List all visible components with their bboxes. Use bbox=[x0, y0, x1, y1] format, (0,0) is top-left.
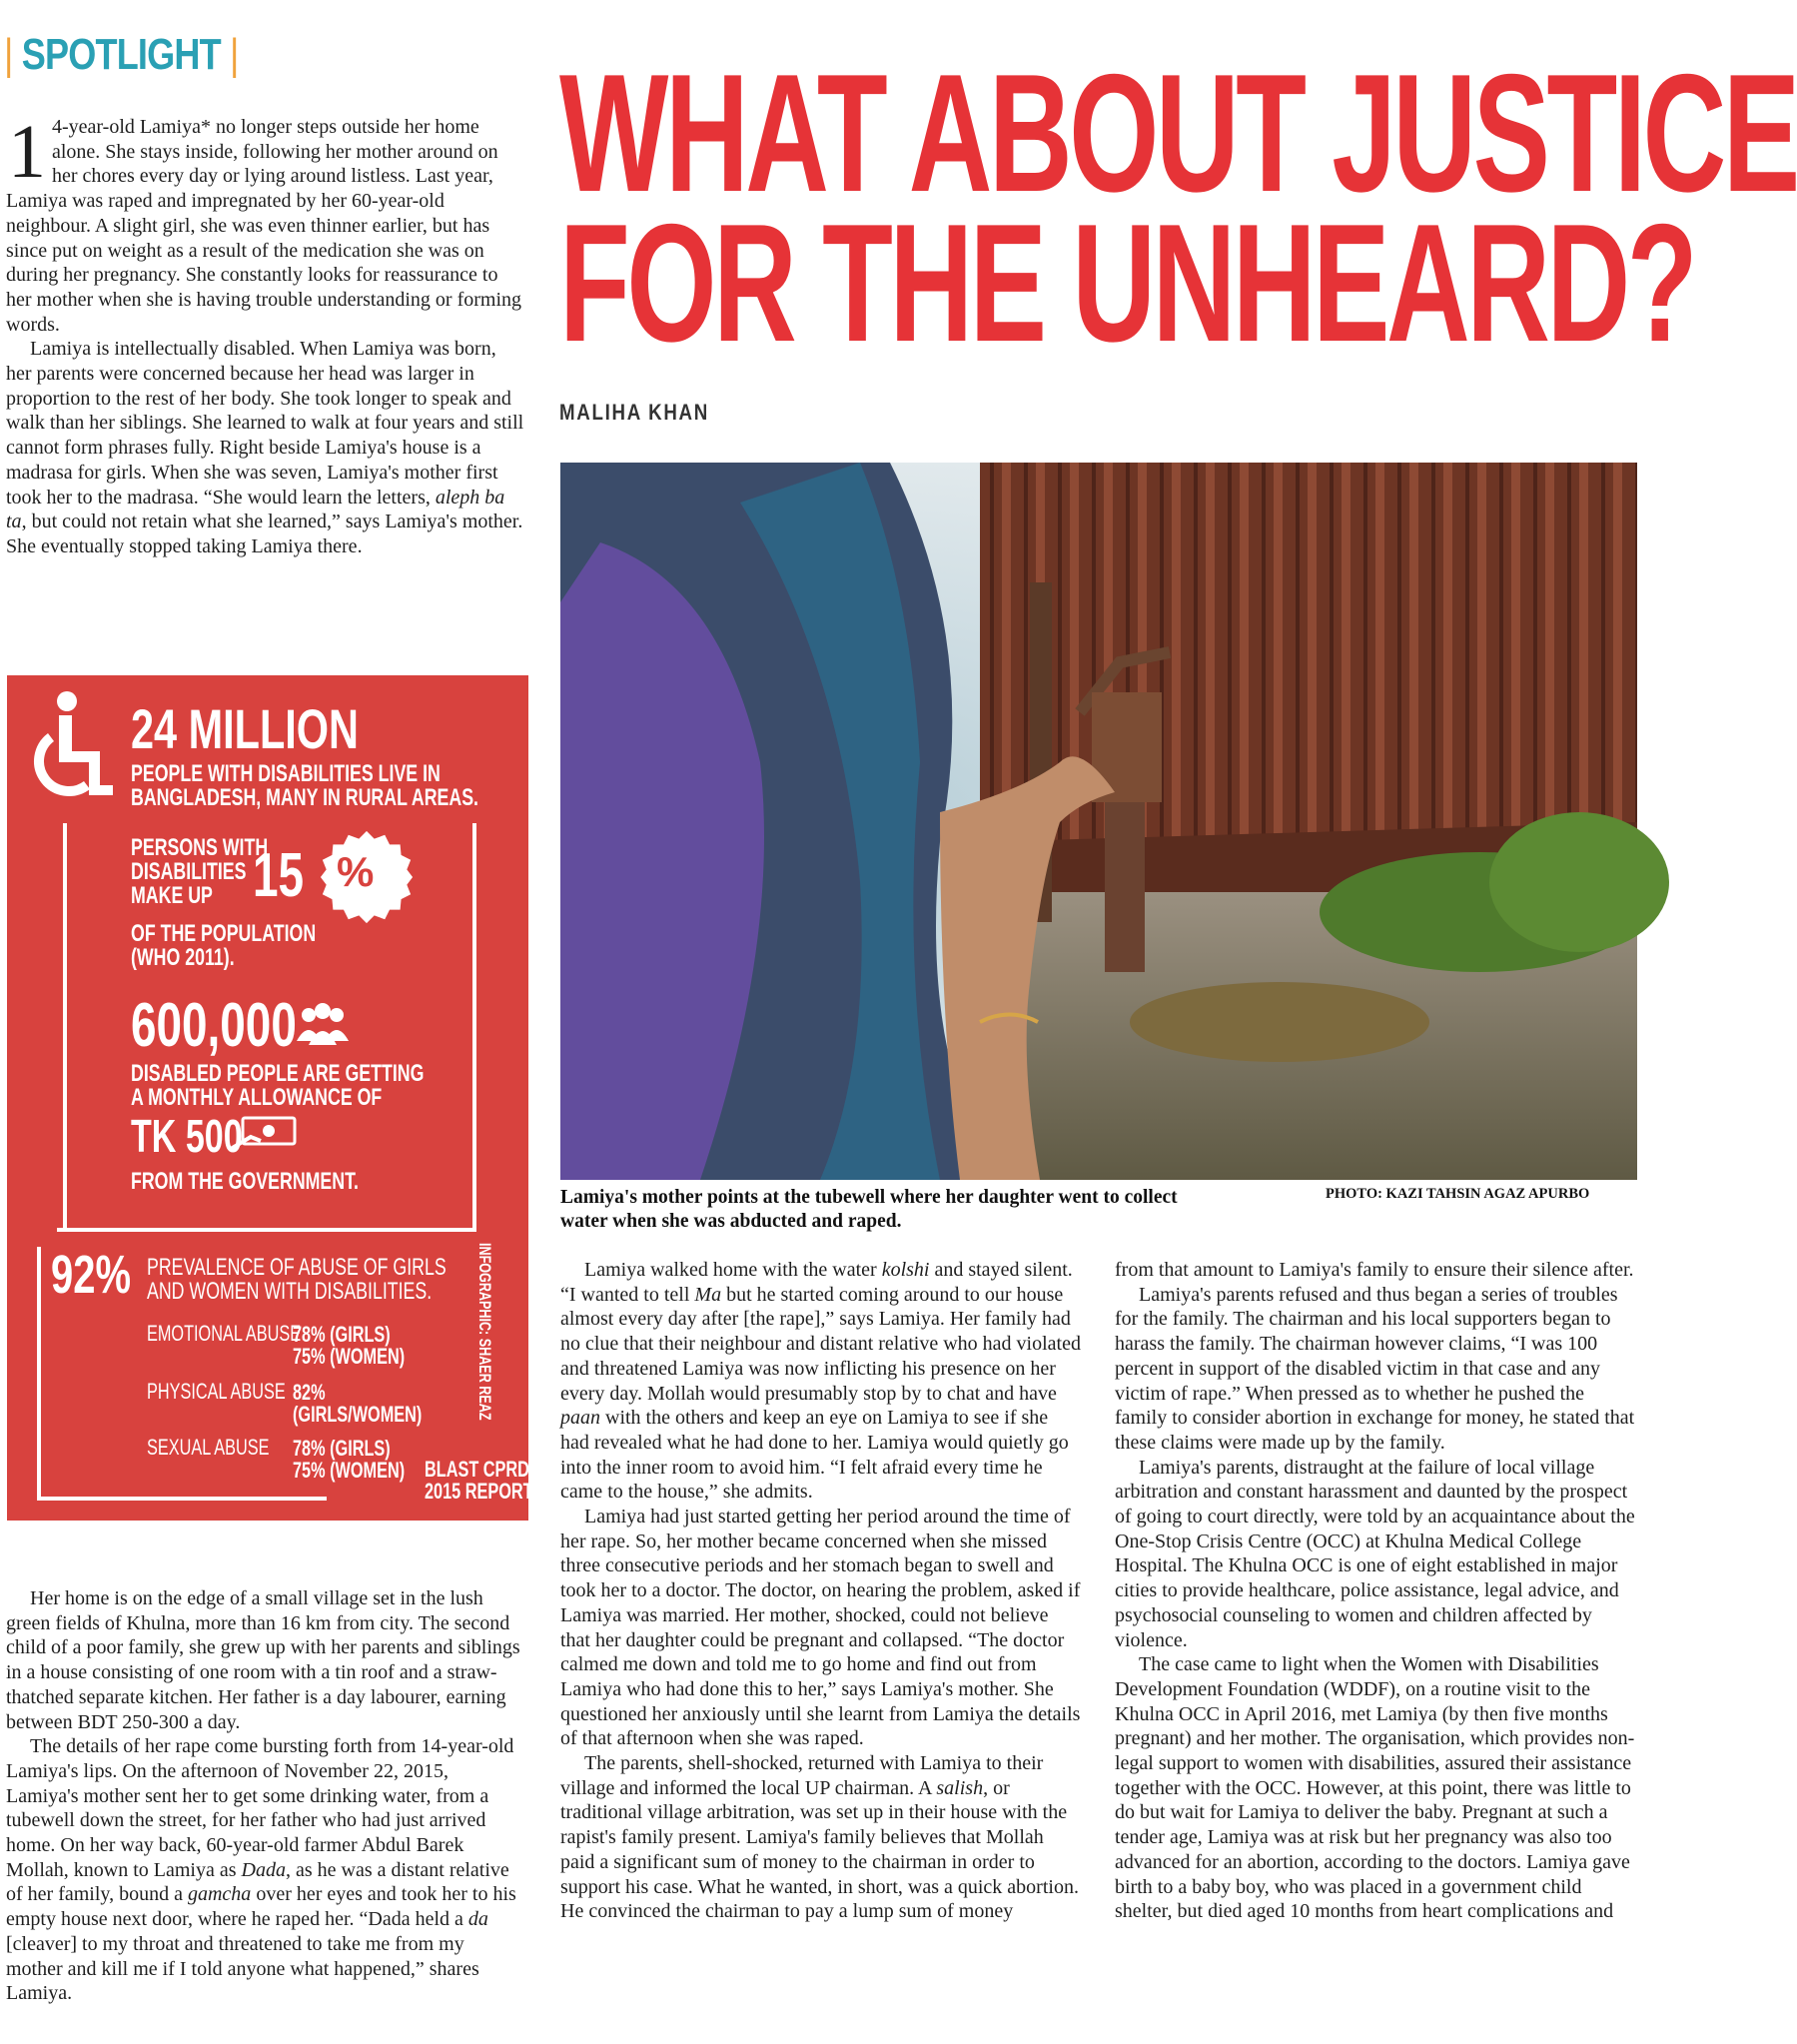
paragraph: 1 4-year-old Lamiya* no longer steps outside her home alone. She stays inside, following her mother around on her chores every day or lying around listless. Last year, Lamiya was raped and impregnated by her 60-year-old neighbour. A slight girl, she was even thinner earlier, but has since put on weight as a result of the medication she was on during her pregnancy. She constantly looks for reassurance to her mother when she is having trouble understanding or forming words. bbox=[6, 110, 521, 336]
paragraph: from that amount to Lamiya's family to ensure their silence after. bbox=[1115, 1259, 1634, 1281]
photo-caption: Lamiya's mother points at the tubewell where her daughter went to collect water when she was abducted and raped. bbox=[560, 1187, 1178, 1232]
article-column-middle bbox=[560, 1258, 1082, 1924]
stat-92-percent: 92% bbox=[51, 1245, 131, 1305]
photo-tubewell-scene bbox=[560, 463, 1637, 1180]
photo-credit: PHOTO: KAZI TAHSIN AGAZ APURBO bbox=[1326, 1186, 1590, 1202]
byline: MALIHA KHAN bbox=[559, 400, 709, 425]
stat-24-million: 24 MILLION bbox=[131, 697, 359, 760]
paragraph: Lamiya is intellectually disabled. When Lamiya was born, her parents were concerned because her head was larger in proportion to the rest of her body. She took longer to speak and walk than her siblings. She learned to walk at four years and still cannot form phrases fully. Right beside Lamiya's house is a madrasa for girls. When she was seven, Lamiya's mother first took her to the madrasa. “She would learn the letters, aleph ba ta, but could not retain what she learned,” says Lamiya's mother. She eventually stopped taking Lamiya there. bbox=[6, 338, 524, 557]
stat-600000: 600,000 bbox=[131, 991, 297, 1060]
paragraph: The parents, shell-shocked, returned with Lamiya to their village and informed the local UP chairman. A salish, or traditional village arbitration, was set up in their house with the rapist's family present. Lamiya's family believes that Mollah paid a significant sum of money to the chairman in order to support his case. What he wanted, in short, was a quick abortion. He convinced the chairman to pay a lump sum of money bbox=[560, 1752, 1079, 1923]
paragraph: Lamiya walked home with the water kolshi and stayed silent. “I wanted to tell Ma but he started coming around to our house almost every day after [the rape],” says Lamiya. Her family had no clue that their neighbour and distant relative who had violated and threatened Lamiya was now inflicting his presence on her every day. Mollah would presumably stop by to chat and have paan with the others and keep an eye on Lamiya to see if she had revealed what he had done to her. Lamiya would quietly go into the inner room to avoid him. “I felt afraid every time he came to the house,” she admits. bbox=[560, 1259, 1081, 1504]
headline bbox=[559, 39, 1797, 377]
article-column-right bbox=[1115, 1258, 1638, 1924]
paragraph: The details of her rape come bursting forth from 14-year-old Lamiya's lips. On the afternoon of November 22, 2015, Lamiya's mother sent her to get some drinking water, from a tubewell down the street, for her father who had just arrived home. On her way back, 60-year-old farmer Abdul Barek Mollah, known to Lamiya as Dada, as he was a distant relative of her family, bound a gamcha over her eyes and took her to his empty house next door, where he raped her. “Dada held a da [cleaver] to my throat and threatened to take me from my mother and kill me if I told anyone what happened,” shares Lamiya. bbox=[6, 1735, 516, 2005]
paragraph: Lamiya's parents refused and thus began a series of troubles for the family. The chairman and his local supporters began to harass the family. The chairman however claims, “I was 100 percent in support of the disabled victim in that case and any victim of rape.” When pressed as to whether he pushed the family to consider abortion in exchange for money, he stated that these claims were made up by the family. bbox=[1115, 1283, 1635, 1454]
abuse-label: SEXUAL ABUSE bbox=[147, 1435, 270, 1460]
headline-line-1: WHAT ABOUT JUSTICE bbox=[559, 39, 1797, 227]
infographic-source: BLAST CPRD bbox=[425, 1457, 529, 1482]
infographic: 24 MILLION PEOPLE WITH DISABILITIES LIVE IN BANGLADESH, MANY IN RURAL AREAS. PERSONS WITH DISABILITIES MAKE UP 15 % OF THE POPULATION (WHO 2011). 600,000 DISABLED PEOPLE ARE GETTING A MONTHLY ALLOWANCE OF TK 500 FROM THE GOVERNMENT. 92% PREVALENCE OF ABUSE OF GIRLS AND WOMEN WITH DISABILITIES. EMOTIONAL ABUSE 78% (GIRLS) 75% (WOMEN) PHYSICAL ABUSE 82% (GIRLS/WOMEN) SEXUAL ABUSE 78% (GIRLS) 75% (WOMEN) BLAST CPRD 2015 REPORT INFOGRAPHIC: SHAER REAZ bbox=[7, 675, 528, 1521]
paragraph: Her home is on the edge of a small village set in the lush green fields of Khulna, more than 16 km from city. The second child of a poor family, she grew up with her parents and siblings in a house consisting of one room with a tin roof and a straw-thatched separate kitchen. Her father is a day labourer, earning between BDT 250-300 a day. bbox=[6, 1587, 520, 1733]
article-column-left bbox=[6, 1586, 525, 2006]
wheelchair-icon bbox=[25, 689, 115, 807]
abuse-label: PHYSICAL ABUSE bbox=[147, 1379, 286, 1404]
infographic-credit: INFOGRAPHIC: SHAER REAZ bbox=[475, 1243, 494, 1421]
section-label: | SPOTLIGHT | bbox=[4, 30, 239, 79]
article-photo bbox=[560, 463, 1637, 1180]
stat-tk-500: TK 500 bbox=[131, 1110, 243, 1162]
drop-cap: 1 bbox=[8, 110, 46, 194]
headline-line-2: FOR THE UNHEARD? bbox=[559, 189, 1695, 377]
paragraph: The case came to light when the Women with Disabilities Development Foundation (WDDF), on a routine visit to the Khulna OCC in April 2016, met Lamiya (by then five months pregnant) and her mother. The organisation, which provides non-legal support to women with disabilities, assured their assistance together with the OCC. However, at this point, there was little to do but wait for Lamiya to deliver the baby. Pregnant at such a tender age, Lamiya was at risk but her pregnancy was also too advanced for an abortion, according to the doctors. Lamiya gave birth to a baby boy, who was placed in a government child shelter, but died aged 10 months from heart complications and bbox=[1115, 1653, 1635, 1923]
article-intro bbox=[6, 110, 525, 559]
paragraph: Lamiya's parents, distraught at the failure of local village arbitration and constant harassment and daunted by the prospect of going to court directly, were told by an acquaintance about the One-Stop Crisis Centre (OCC) at Khulna Medical College Hospital. The Khulna OCC is one of eight established in major cities to provide healthcare, police assistance, legal advice, and psychosocial counseling to women and children affected by violence. bbox=[1115, 1456, 1635, 1651]
paragraph: Lamiya had just started getting her period around the time of her rape. So, her mother became concerned when she missed three consecutive periods and her stomach began to swell and took her to a doctor. The doctor, on hearing the problem, asked if Lamiya was married. Her mother, shocked, could not believe that her daughter could be pregnant and collapsed. “The doctor calmed me down and told me to go home and find out from Lamiya who had done this to her,” says Lamiya's mother. She questioned her anxiously until she learnt from Lamiya the details of that afternoon when she was raped. bbox=[560, 1506, 1081, 1750]
stat-15-percent: 15 bbox=[253, 841, 305, 910]
abuse-label: EMOTIONAL ABUSE bbox=[147, 1321, 302, 1346]
banknote-icon bbox=[229, 1115, 301, 1151]
people-group-icon bbox=[295, 1001, 351, 1049]
